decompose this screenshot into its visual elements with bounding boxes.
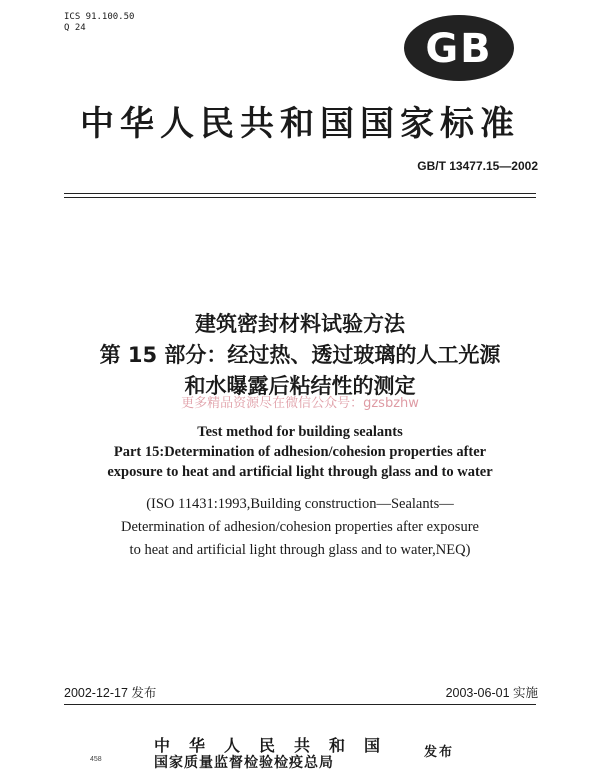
en-title-line-1: Test method for building sealants	[197, 424, 403, 440]
ics-block	[64, 12, 134, 34]
effective-date: 2003-06-01 实施	[445, 686, 538, 700]
watermark: 更多精品资源尽在微信公众号：gzsbzhw	[181, 396, 419, 411]
issue-date: 2002-12-17 发布	[64, 686, 157, 700]
cn-title-line-3: 和水曝露后粘结性的测定	[184, 374, 416, 398]
cn-title-line-1: 建筑密封材料试验方法	[195, 312, 405, 336]
main-title: 中华人民共和国国家标准	[80, 104, 520, 144]
ics-code: ICS 91.100.50	[64, 12, 135, 22]
classification-code: Q 24	[64, 23, 86, 33]
en-title-line-2: Part 15:Determination of adhesion/cohesion properties after	[113, 444, 487, 460]
publisher-line-1: 中华人民共和国	[154, 736, 400, 755]
gb-logo-text: GB	[425, 26, 493, 72]
footer-rule	[64, 704, 536, 705]
publish-action: 发布	[424, 745, 455, 760]
iso-reference-line-2: Determination of adhesion/cohesion properties after exposure	[121, 519, 479, 535]
standard-number: GB/T 13477.15—2002	[417, 159, 538, 173]
cn-title-line-2: 第 15 部分：经过热、透过玻璃的人工光源	[99, 343, 501, 367]
page-number: 458	[90, 756, 102, 763]
en-title-line-3: exposure to heat and artificial light through glass and to water	[107, 464, 493, 480]
header-rule-top	[64, 193, 536, 194]
header-rule-bottom	[64, 197, 536, 198]
gb-logo	[403, 14, 515, 82]
iso-reference-line-1: (ISO 11431:1993,Building construction—Sealants—	[146, 496, 454, 512]
publisher-line-2: 国家质量监督检验检疫总局	[154, 755, 334, 771]
iso-reference-line-3: to heat and artificial light through glass and to water,NEQ)	[129, 542, 471, 558]
